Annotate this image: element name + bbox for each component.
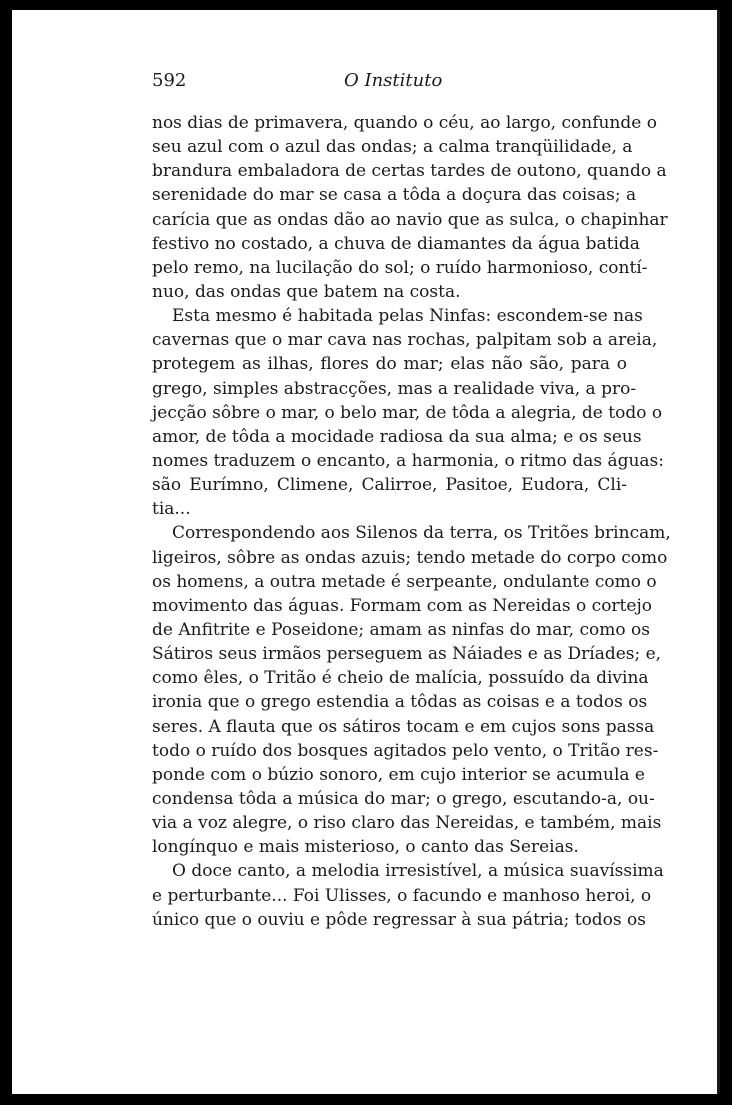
text-line: O doce canto, a melodia irresistível, a música suavíssima <box>172 861 664 882</box>
text-line: como êles, o Tritão é cheio de malícia, possuído da divina <box>152 668 649 689</box>
text-line: Sátiros seus irmãos perseguem as Náiades e as Dríades; e, <box>152 644 662 665</box>
page-header <box>152 70 627 96</box>
text-line: longínquo e mais misterioso, o canto das Sereias. <box>152 837 579 858</box>
running-title: O Instituto <box>344 70 443 91</box>
text-line: nomes traduzem o encanto, a harmonia, o ritmo das águas: <box>152 450 665 471</box>
text-line: condensa tôda a música do mar; o grego, escutando-a, ou- <box>152 788 655 809</box>
text-line: jecção sôbre o mar, o belo mar, de tôda a alegria, de todo o <box>152 402 663 423</box>
text-line: Esta mesmo é habitada pelas Ninfas: escondem-se nas <box>172 306 643 327</box>
text-line: tia... <box>152 499 191 520</box>
paragraph <box>152 521 671 859</box>
text-line: todo o ruído dos bosques agitados pelo vento, o Tritão res- <box>152 740 659 761</box>
text-line: brandura embaladora de certas tardes de outono, quando a <box>152 161 667 182</box>
text-line: e perturbante... Foi Ulisses, o facundo e manhoso heroi, o <box>152 885 652 906</box>
text-line: seres. A flauta que os sátiros tocam e em cujos sons passa <box>152 716 655 737</box>
text-line: ponde com o búzio sonoro, em cujo interior se acumula e <box>152 764 645 785</box>
text-line: ironia que o grego estendia a tôdas as coisas e a todos os <box>152 692 648 713</box>
text-line: grego, simples abstracções, mas a realidade viva, a pro- <box>152 378 637 399</box>
paragraph <box>152 304 665 521</box>
text-line: cavernas que o mar cava nas rochas, palpitam sob a areia, <box>152 330 658 351</box>
text-line: são Eurímno, Climene, Calirroe, Pasitoe, Eudora, Cli- <box>152 475 627 496</box>
text-line: os homens, a outra metade é serpeante, ondulante como o <box>152 571 657 592</box>
text-line: serenidade do mar se casa a tôda a doçura das coisas; a <box>152 185 637 206</box>
text-line: carícia que as ondas dão ao navio que as sulca, o chapinhar <box>152 209 668 230</box>
text-line: nos dias de primavera, quando o céu, ao largo, confunde o <box>152 113 657 133</box>
page-number: 592 <box>152 70 187 91</box>
text-line: protegem as ilhas, flores do mar; elas não são, para o <box>152 354 627 375</box>
paragraph <box>152 859 664 931</box>
text-line: via a voz alegre, o riso claro das Nereidas, e também, mais <box>152 813 662 834</box>
book-page <box>12 10 720 1094</box>
text-line: pelo remo, na lucilação do sol; o ruído harmonioso, contí- <box>152 257 648 278</box>
text-line: Correspondendo aos Silenos da terra, os Tritões brincam, <box>172 523 671 544</box>
text-line: de Anfitrite e Poseidone; amam as ninfas do mar, como os <box>152 619 650 640</box>
text-line: movimento das águas. Formam com as Nereidas o cortejo <box>152 595 652 616</box>
text-line: único que o ouviu e pôde regressar à sua pátria; todos os <box>152 909 647 930</box>
body-text <box>152 111 671 932</box>
text-line: ligeiros, sôbre as ondas azuis; tendo metade do corpo como <box>152 547 668 568</box>
text-line: festivo no costado, a chuva de diamantes da água batida <box>152 233 640 254</box>
text-line: amor, de tôda a mocidade radiosa da sua alma; e os seus <box>152 426 642 447</box>
text-line: seu azul com o azul das ondas; a calma tranqüilidade, a <box>152 137 633 158</box>
text-line: nuo, das ondas que batem na costa. <box>152 281 461 302</box>
paragraph <box>152 111 668 304</box>
